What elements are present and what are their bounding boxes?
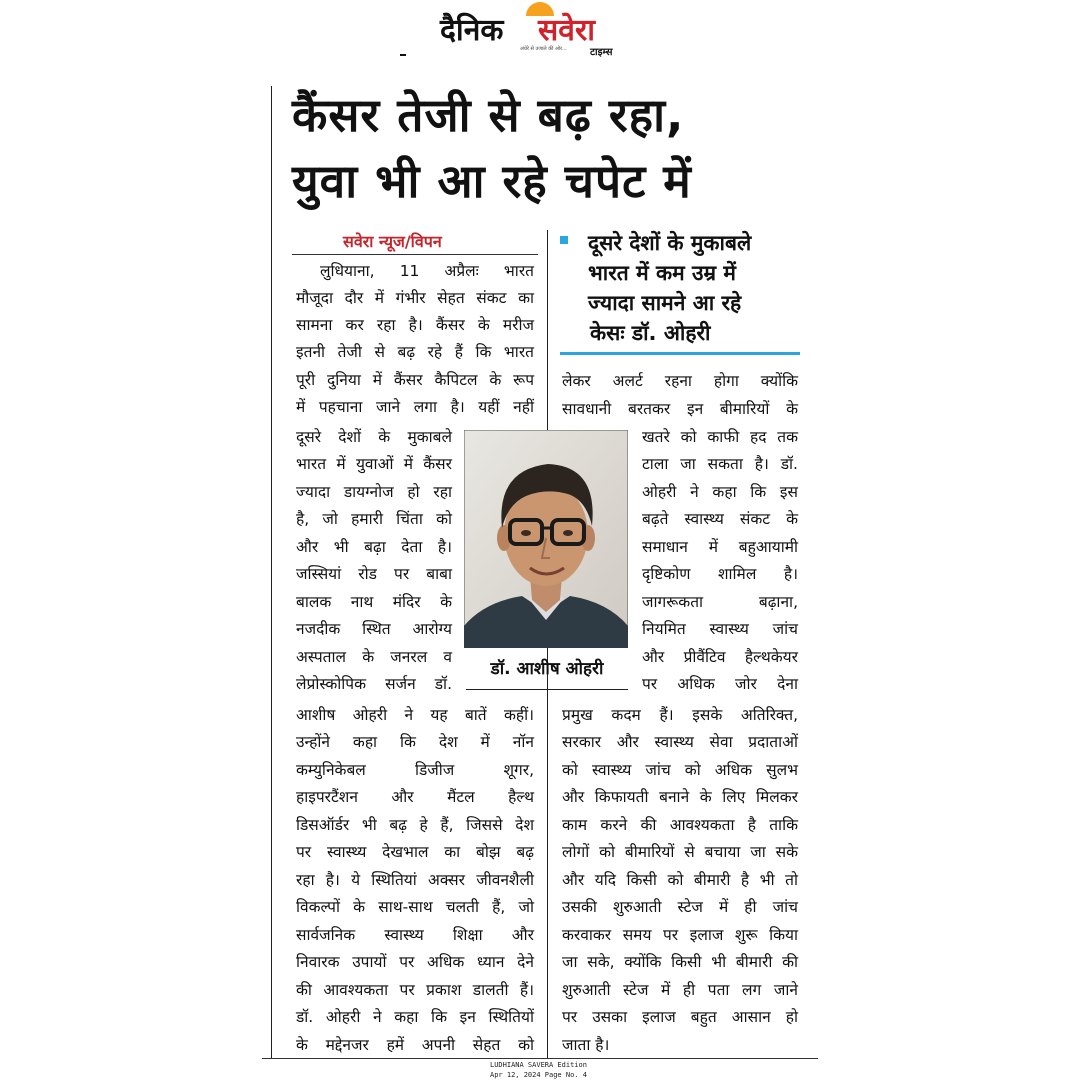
col1-line: पर स्वास्थ्य देखभाल का बोझ बढ़: [296, 843, 534, 861]
col2-line: को स्वास्थ्य जांच को अधिक सुलभ: [562, 761, 798, 779]
pull-quote-line: ज्यादा सामने आ रहे: [588, 291, 742, 315]
masthead-name-right: सवेरा: [538, 13, 595, 48]
col2-line: लोगों को बीमारियों से बचाया जा सके: [562, 843, 798, 861]
footer-edition: LUDHIANA SAVERA Edition: [490, 1061, 587, 1069]
col2-line: जागरूकता बढ़ाना,: [642, 593, 798, 611]
col2-line: ओहरी ने कहा कि इस: [642, 483, 798, 501]
col1-line: अस्पताल के जनरल व: [296, 648, 452, 666]
col1-line: की आवश्यकता पर प्रकाश डालती हैं।: [296, 981, 534, 999]
col2-line: शुरुआती स्टेज में ही पता लग जाने: [562, 981, 798, 999]
col1-line: और भी बढ़ा देता है।: [296, 538, 452, 556]
col2-line: जा सके, क्योंकि किसी भी बीमारी की: [562, 953, 798, 971]
col2-line: उसकी शुरुआती स्टेज में ही जांच: [562, 898, 798, 916]
pull-quote-line: केसः डॉ. ओहरी: [590, 321, 711, 345]
byline: सवेरा न्यूज/विपन: [343, 232, 442, 251]
col1-line: जस्सियां रोड पर बाबा: [296, 565, 452, 583]
pull-quote-rule: [560, 352, 800, 355]
col2-line: टाला जा सकता है। डॉ.: [642, 455, 798, 473]
left-column-rule: [271, 86, 272, 1058]
col1-line: डॉ. ओहरी ने कहा कि इन स्थितियों: [296, 1008, 534, 1026]
col1-line: पूरी दुनिया में कैंसर कैपिटल के रूप: [296, 371, 534, 389]
col2-line: करवाकर समय पर इलाज शुरू किया: [562, 926, 798, 944]
decorative-mark: [400, 48, 406, 56]
col2-line: दृष्टिकोण शामिल है।: [642, 565, 798, 583]
masthead-name-left: दैनिक: [440, 13, 504, 48]
col1-line: निवारक उपायों पर अधिक ध्यान देने: [296, 953, 534, 971]
col1-line: भारत में युवाओं में कैंसर: [296, 455, 452, 473]
col1-line: दूसरे देशों के मुकाबले: [296, 428, 452, 446]
caption-rule: [466, 689, 628, 690]
col1-line: सामना कर रहा है। कैंसर के मरीज: [296, 316, 534, 334]
headline-line-2: युवा भी आ रहे चपेट में: [292, 154, 692, 208]
col1-line: लेप्रोस्कोपिक सर्जन डॉ.: [296, 675, 452, 693]
col1-line: नजदीक स्थित आरोग्य: [296, 620, 452, 638]
col2-line: नियमित स्वास्थ्य जांच: [642, 620, 798, 638]
col2-line: सरकार और स्वास्थ्य सेवा प्रदाताओं: [562, 733, 798, 751]
col2-line: और किफायती बनाने के लिए मिलकर: [562, 788, 798, 806]
col2-line: पर अधिक जोर देना: [642, 675, 798, 693]
masthead-times: टाइम्स: [590, 47, 613, 58]
col1-line: सार्वजनिक स्वास्थ्य शिक्षा और: [296, 926, 534, 944]
col1-line: इतनी तेजी से बढ़ रहे हैं कि भारत: [296, 343, 534, 361]
col2-line: खतरे को काफी हद तक: [642, 428, 798, 446]
col2-line: प्रमुख कदम हैं। इसके अतिरिक्त,: [562, 706, 798, 724]
pull-quote-line: दूसरे देशों के मुकाबले: [588, 231, 752, 255]
col1-line: के मद्देनजर हमें अपनी सेहत को: [296, 1036, 534, 1054]
col2-line: और प्रीवैंटिव हैल्थकेयर: [642, 648, 798, 666]
col2-line: समाधान में बहुआयामी: [642, 538, 798, 556]
col1-line: ज्यादा डायग्नोज हो रहा: [296, 483, 452, 501]
masthead-tagline: अंधेरे से उजाले की ओर...: [520, 46, 567, 52]
pull-quote-line: भारत में कम उम्र में: [588, 261, 736, 285]
col1-line: विकल्पों के साथ-साथ चलती हैं, जो: [296, 898, 534, 916]
photo-caption: डॉ. आशीष ओहरी: [490, 659, 604, 679]
col2-line: काम करने की आवश्यकता है ताकि: [562, 816, 798, 834]
col2-line: पर उसका इलाज बहुत आसान हो: [562, 1008, 798, 1026]
footer-date-page: Apr 12, 2024 Page No. 4: [490, 1071, 587, 1079]
portrait-photo: [464, 430, 628, 648]
col2-line: सावधानी बरतकर इन बीमारियों के: [562, 400, 798, 418]
col1-line: उन्होंने कहा कि देश में नॉन: [296, 733, 534, 751]
pull-quote-bullet-icon: [560, 236, 568, 244]
col1-line: बालक नाथ मंदिर के: [296, 593, 452, 611]
col1-line: है, जो हमारी चिंता को: [296, 510, 452, 528]
col2-line: बढ़ते स्वास्थ्य संकट के: [642, 510, 798, 528]
masthead: [440, 4, 640, 56]
col1-line: मौजूदा दौर में गंभीर सेहत संकट का: [296, 289, 534, 307]
headline-line-1: कैंसर तेजी से बढ़ रहा,: [292, 88, 685, 142]
byline-rule: [292, 254, 538, 255]
col1-line: डिसऑर्डर भी बढ़ हे हैं, जिससे देश: [296, 816, 534, 834]
col2-line: जाता है।: [562, 1036, 610, 1054]
col2-line: और यदि किसी को बीमारी है भी तो: [562, 871, 798, 889]
col1-line: आशीष ओहरी ने यह बातें कहीं।: [296, 706, 534, 724]
col1-line: रहा है। ये स्थितियां अक्सर जीवनशैली: [296, 871, 534, 889]
col1-line: हाइपरटैंशन और मैंटल हैल्थ: [296, 788, 534, 806]
col1-line: में पहचाना जाने लगा है। यहीं नहीं: [296, 398, 534, 416]
col1-line: लुधियाना, 11 अप्रैलः भारत: [320, 262, 534, 280]
col2-line: लेकर अलर्ट रहना होगा क्योंकि: [562, 372, 798, 390]
footer-rule: [262, 1058, 818, 1059]
col1-line: कम्युनिकेबल डिजीज शूगर,: [296, 761, 534, 779]
